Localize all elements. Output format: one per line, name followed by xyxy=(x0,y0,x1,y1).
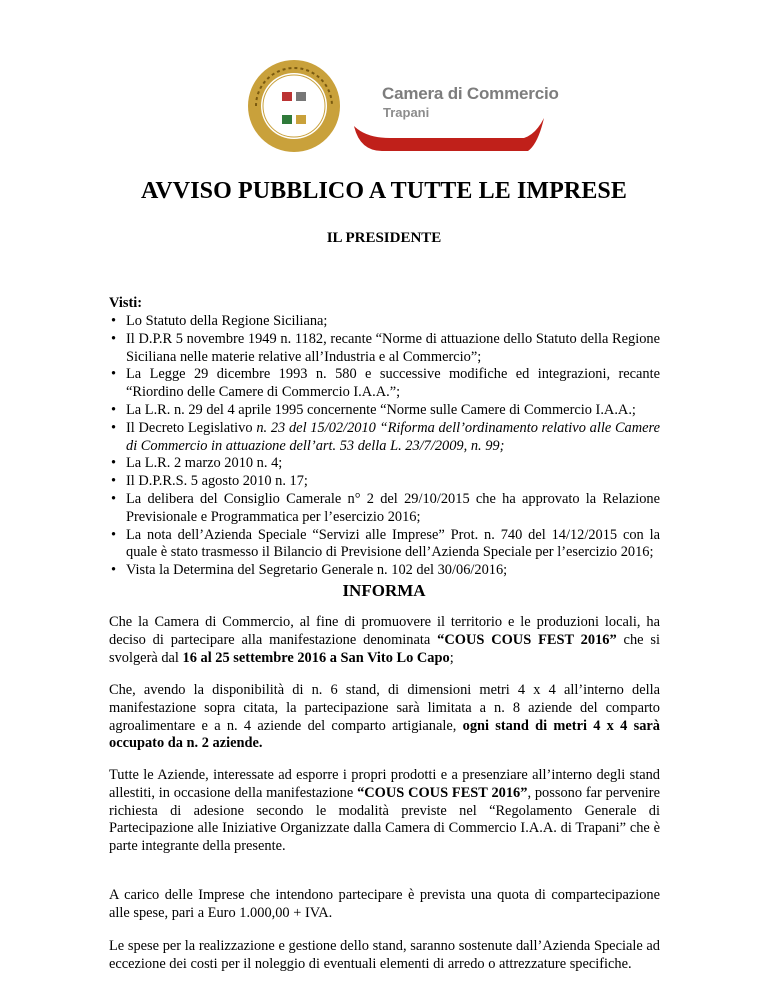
bullet-icon: • xyxy=(111,455,117,472)
list-item: • Il D.P.R.S. 5 agosto 2010 n. 17; xyxy=(111,473,308,490)
paragraph-costs: Le spese per la realizzazione e gestione dello stand, saranno sostenute dall’Azienda Speciale ad eccezione dei costi per il noleggio di eventuali elementi di arredo o attrezzature specifiche. xyxy=(109,938,660,972)
paragraph-event: Che la Camera di Commercio, al fine di promuovere il territorio e le produzioni locali, ha deciso di partecipare alla manifestazione denominata “COUS COUS FEST 2016” che si svolgerà dal 16 al 25 settembre 2016 a San Vito Lo Capo; xyxy=(109,614,660,666)
chamber-city: Trapani xyxy=(383,105,430,120)
list-item: • La Legge 29 dicembre 1993 n. 580 e successive modifiche ed integrazioni, recante “Riordino delle Camere di Commercio I.A.A.”; xyxy=(111,366,660,401)
list-item: • Il D.P.R 5 novembre 1949 n. 1182, recante “Norme di attuazione dello Statuto della Regione Siciliana nelle materie relative all’Industria e al Commercio”; xyxy=(111,330,660,365)
bullet-icon: • xyxy=(111,473,117,490)
chamber-logo xyxy=(246,58,559,154)
bullet-icon: • xyxy=(111,330,117,347)
chamber-seal-icon xyxy=(246,58,342,154)
chamber-name: Camera di Commercio xyxy=(382,84,559,103)
decreto-title: n. 23 del 15/02/2010 “Riforma dell’ordinamento relativo alle Camere di Commercio in attuazione dell’art. 53 della L. 23/7/2009, n. 99; xyxy=(126,419,660,454)
visti-list xyxy=(109,313,660,580)
bullet-icon: • xyxy=(111,313,117,329)
list-item: • La nota dell’Azienda Speciale “Servizi alle Imprese” Prot. n. 740 del 14/12/2015 con la quale è stato trasmesso il Bilancio di Previsione dell’Azienda Speciale per l’esercizio 2016; xyxy=(111,526,660,561)
bullet-icon: • xyxy=(111,490,117,507)
list-item: • La L.R. 2 marzo 2010 n. 4; xyxy=(111,455,283,472)
informa-heading: INFORMA xyxy=(342,581,426,600)
list-item: • Vista la Determina del Segretario Generale n. 102 del 30/06/2016; xyxy=(111,562,508,579)
paragraph-participation: Tutte le Aziende, interessate ad esporre i propri prodotti e a presenziare all’interno degli stand allestiti, in occasione della manifestazione “COUS COUS FEST 2016”, possono far pervenire richiesta di adesione secondo le modalità previste nel “Regolamento Generale di Partecipazione alle Iniziative Organizzate dalla Camera di Commercio I.A.A. di Trapani” che è parte integrante della presente. xyxy=(109,767,660,855)
paragraph-fee: A carico delle Imprese che intendono partecipare è prevista una quota di compartecipazione alle spese, pari a Euro 1.000,00 + IVA. xyxy=(109,887,660,921)
bullet-icon: • xyxy=(111,562,117,579)
list-item: • Il Decreto Legislativo n. 23 del 15/02/2010 “Riforma dell’ordinamento relativo alle Camere di Commercio in attuazione dell’art. 53 della L. 23/7/2009, n. 99; xyxy=(111,419,660,454)
bullet-icon: • xyxy=(111,366,117,383)
list-item: • La delibera del Consiglio Camerale n° 2 del 29/10/2015 che ha approvato la Relazione Previsionale e Programmatica per l’esercizio 2016; xyxy=(111,490,660,525)
notice-subtitle: IL PRESIDENTE xyxy=(326,230,442,246)
bullet-icon: • xyxy=(111,401,117,418)
list-item: • La L.R. n. 29 del 4 aprile 1995 concernente “Norme sulle Camere di Commercio I.A.A.; xyxy=(111,401,636,418)
visti-label: Visti: xyxy=(109,295,143,311)
list-item: • Lo Statuto della Regione Siciliana; xyxy=(111,313,328,329)
brand-swoosh-icon xyxy=(350,114,546,154)
bullet-icon: • xyxy=(111,526,117,543)
notice-title: AVVISO PUBBLICO A TUTTE LE IMPRESE xyxy=(141,178,627,204)
bullet-icon: • xyxy=(111,419,117,436)
paragraph-stands: Che, avendo la disponibilità di n. 6 stand, di dimensioni metri 4 x 4 all’interno della manifestazione sopra citata, la partecipazione sarà limitata a n. 8 aziende del comparto agroalimentare e a n. 4 aziende del comparto artigianale, ogni stand di metri 4 x 4 sarà occupato da n. 2 aziende. xyxy=(109,682,660,752)
